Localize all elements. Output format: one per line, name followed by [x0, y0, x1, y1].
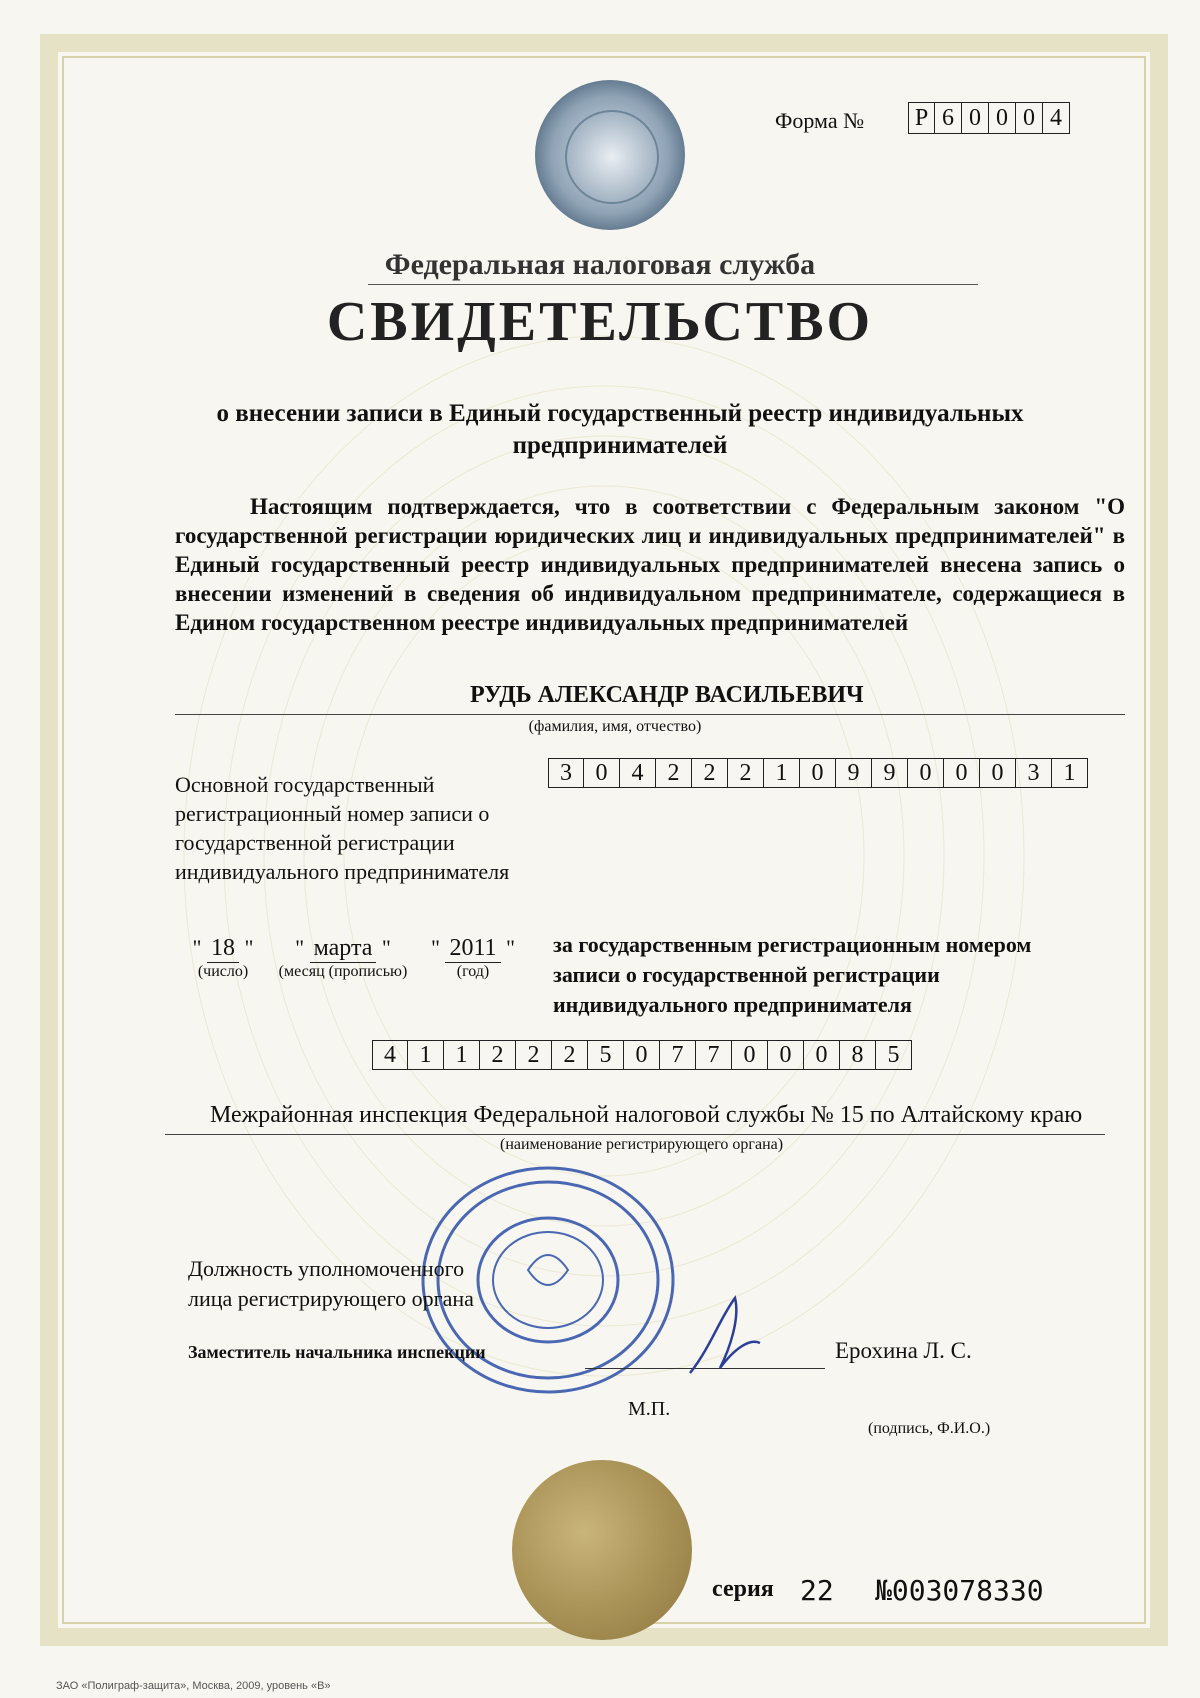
- grn-digit: 8: [840, 1040, 876, 1070]
- signature-caption: (подпись, Ф.И.О.): [868, 1420, 991, 1437]
- grn-digit: 1: [444, 1040, 480, 1070]
- ogrn-label: Основной государственный регистрационный номер записи о государственной регистрации индивидуального предпринимателя: [175, 772, 510, 884]
- grn-number: [372, 1040, 912, 1070]
- person-name-caption: (фамилия, имя, отчество): [528, 718, 702, 735]
- ogrn-digit: 9: [836, 758, 872, 788]
- date-month-caption: (месяц (прописью): [278, 963, 408, 980]
- ogrn-digit: 0: [584, 758, 620, 788]
- ogrn-digit: 2: [692, 758, 728, 788]
- ogrn-digit: 3: [1016, 758, 1052, 788]
- form-code-cell: 0: [989, 102, 1016, 134]
- signatory-position: Заместитель начальника инспекции: [188, 1342, 486, 1362]
- agency-name: Федеральная налоговая служба: [384, 248, 816, 281]
- authority-caption: (наименование регистрирующего органа): [500, 1136, 784, 1153]
- grn-digit: 0: [732, 1040, 768, 1070]
- seal-place-label: М.П.: [628, 1398, 671, 1420]
- grn-digit: 7: [660, 1040, 696, 1070]
- grn-digit: 0: [624, 1040, 660, 1070]
- form-code-cell: Р: [908, 102, 935, 134]
- grn-label: за государственным регистрационным номером записи о государственной регистрации индивидуального предпринимателя: [553, 932, 1032, 1017]
- ogrn-digit: 4: [620, 758, 656, 788]
- ogrn-number: [548, 758, 1088, 788]
- form-label: Форма №: [775, 108, 865, 133]
- ogrn-digit: 0: [800, 758, 836, 788]
- date-year-field: " 2011 " (год): [428, 935, 518, 981]
- agency-divider: [368, 284, 978, 285]
- registering-authority: Межрайонная инспекция Федеральной налоговой службы № 15 по Алтайскому краю: [210, 1102, 1083, 1128]
- person-name-line: [175, 714, 1125, 715]
- grn-digit: 7: [696, 1040, 732, 1070]
- ogrn-digit: 2: [656, 758, 692, 788]
- ogrn-digit: 0: [908, 758, 944, 788]
- coat-of-arms-icon: [565, 110, 659, 204]
- grn-digit: 0: [804, 1040, 840, 1070]
- serial-number: №003078330: [875, 1574, 1044, 1607]
- grn-digit: 2: [516, 1040, 552, 1070]
- date-day-caption: (число): [197, 963, 249, 980]
- authority-line: [165, 1134, 1105, 1135]
- form-code-cell: 0: [962, 102, 989, 134]
- printer-imprint: ЗАО «Полиграф-защита», Москва, 2009, уровень «В»: [56, 1680, 331, 1692]
- form-code-cell: 0: [1016, 102, 1043, 134]
- form-code-cell: 6: [935, 102, 962, 134]
- certification-text: Настоящим подтверждается, что в соответствии с Федеральным законом "О государственной регистрации юридических лиц и индивидуальных предпринимателей" в Единый государственный реестр индивидуальных предпринимателей внесена запись о внесении изменений в сведения об индивидуальном предпринимателе, содержащиеся в Едином государственном реестре индивидуальных предпринимателей: [175, 494, 1125, 635]
- series-label: серия: [712, 1576, 774, 1602]
- grn-digit: 5: [588, 1040, 624, 1070]
- position-label: Должность уполномоченного лица регистрирующего органа: [188, 1256, 474, 1311]
- ogrn-digit: 0: [980, 758, 1016, 788]
- hologram-emblem: [535, 80, 685, 230]
- grn-digit: 0: [768, 1040, 804, 1070]
- date-year-caption: (год): [456, 963, 490, 980]
- ogrn-digit: 0: [944, 758, 980, 788]
- ogrn-digit: 3: [548, 758, 584, 788]
- grn-digit: 2: [552, 1040, 588, 1070]
- person-name: РУДЬ АЛЕКСАНДР ВАСИЛЬЕВИЧ: [470, 682, 864, 708]
- signatory-name: Ерохина Л. С.: [835, 1338, 972, 1363]
- gold-seal-icon: [512, 1460, 692, 1640]
- document-subtitle: о внесении записи в Единый государственный реестр индивидуальных предпринимателей: [216, 400, 1024, 459]
- grn-digit: 1: [408, 1040, 444, 1070]
- grn-digit: 2: [480, 1040, 516, 1070]
- date-day: 18: [207, 935, 239, 963]
- handwritten-signature: [680, 1288, 770, 1388]
- ogrn-digit: 1: [764, 758, 800, 788]
- date-year: 2011: [445, 935, 500, 963]
- ogrn-digit: 2: [728, 758, 764, 788]
- series-value: 22: [800, 1574, 834, 1607]
- date-month-field: " марта " (месяц (прописью): [268, 935, 418, 981]
- ogrn-digit: 1: [1052, 758, 1088, 788]
- grn-digit: 5: [876, 1040, 912, 1070]
- date-day-field: " 18 " (число): [188, 935, 258, 981]
- grn-digit: 4: [372, 1040, 408, 1070]
- ogrn-digit: 9: [872, 758, 908, 788]
- document-title: СВИДЕТЕЛЬСТВО: [326, 291, 874, 353]
- date-month: марта: [310, 935, 377, 963]
- form-code-cell: 4: [1043, 102, 1070, 134]
- form-code: [908, 102, 1070, 134]
